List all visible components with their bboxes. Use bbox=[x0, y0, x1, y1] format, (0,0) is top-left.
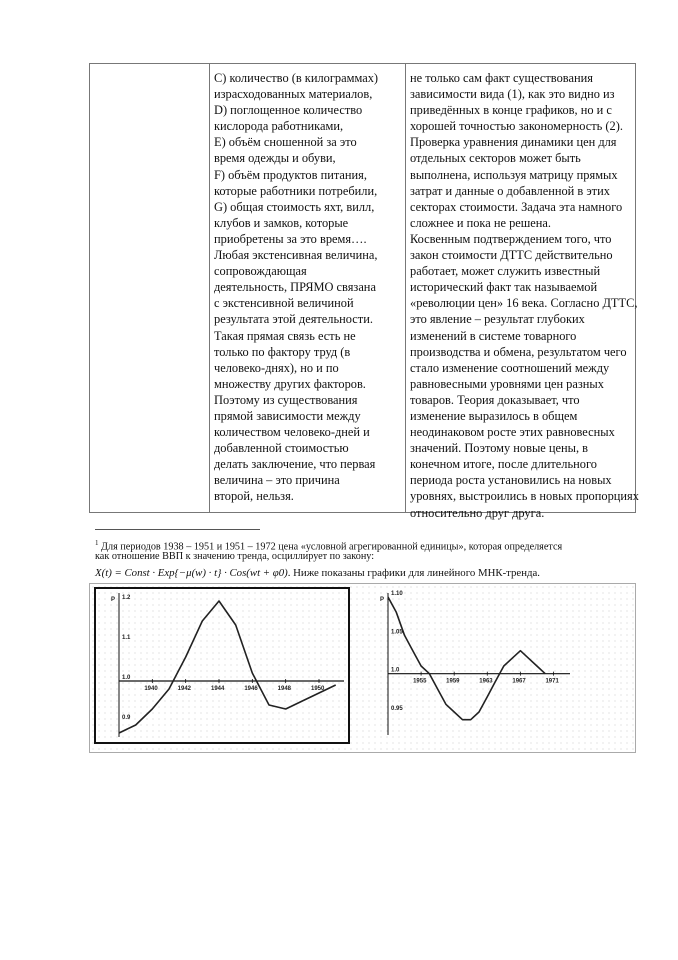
table-text-line: периода роста установились на новых bbox=[410, 473, 612, 488]
formula-trailing-text: . Ниже показаны графики для линейного МНК-тренда. bbox=[287, 567, 540, 579]
table-text-line: это явление – результат глубоких bbox=[410, 312, 585, 327]
x-tick-label: 1946 bbox=[244, 686, 258, 692]
x-tick-label: 1967 bbox=[512, 678, 526, 685]
table-text-line: F) объём продуктов питания, bbox=[214, 167, 367, 182]
chart-frame bbox=[95, 588, 349, 743]
table-text-line: человеко-днях), но и по bbox=[214, 360, 339, 375]
table-text-line: с экстенсивной величиной bbox=[214, 296, 354, 311]
y-tick-label: 1.1 bbox=[122, 635, 131, 641]
table-text-line: время одежды и обуви, bbox=[214, 151, 336, 166]
table-text-line: закон стоимости ДТТС действительно bbox=[410, 248, 613, 263]
table-column-right bbox=[410, 70, 639, 521]
table-text-line: относительно друг друга. bbox=[410, 505, 545, 520]
table-divider-1 bbox=[209, 64, 210, 512]
table-text-line: товаров. Теория доказывает, что bbox=[410, 392, 580, 407]
table-text-line: добавленной стоимостью bbox=[214, 441, 349, 456]
table-text-line: E) объём сношенной за это bbox=[214, 135, 357, 150]
table-text-line: Проверка уравнения динамики цен для bbox=[410, 135, 617, 150]
table-text-line: которые работники потребили, bbox=[214, 183, 378, 198]
table-text-line: неодинаковом росте этих равновесных bbox=[410, 425, 615, 440]
table-text-line: результата этой деятельности. bbox=[214, 312, 373, 327]
charts-panel bbox=[89, 583, 636, 753]
table-text-line: «революции цен» 16 века. Согласно ДТТС, bbox=[410, 296, 638, 311]
table-text-line: D) поглощенное количество bbox=[214, 103, 363, 118]
chart-1-svg bbox=[94, 587, 354, 747]
x-tick-label: 1950 bbox=[311, 686, 325, 692]
oscillation-formula: X(t) = Const · Exp{−μ(w) · t} · Cos(wt + φ0) bbox=[95, 567, 288, 579]
table-text-line: секторах стоимости. Задача эта намного bbox=[410, 199, 623, 214]
table-text-line: G) общая стоимость яхт, вилл, bbox=[214, 199, 375, 214]
table-text-line: Любая экстенсивная величина, bbox=[214, 248, 378, 263]
table-text-line: затрат и данные о добавленной в этих bbox=[410, 183, 610, 198]
x-tick-label: 1971 bbox=[545, 678, 559, 685]
table-text-line: Косвенным подтверждением того, что bbox=[410, 231, 612, 246]
price-oscillation-chart-1938-1951 bbox=[94, 587, 354, 747]
table-column-middle bbox=[214, 70, 378, 505]
table-text-line: равновесными уровнями цен разных bbox=[410, 376, 604, 391]
y-tick-label: 1.0 bbox=[391, 667, 400, 674]
table-text-line: деятельность, ПРЯМО связана bbox=[214, 280, 376, 295]
table-text-line: зависимости вида (1), как это видно из bbox=[410, 87, 615, 102]
table-text-line: отдельных секторов может быть bbox=[410, 151, 581, 166]
footnote-marker: 1 bbox=[95, 539, 99, 547]
table-text-line: хорошей точностью закономерность (2). bbox=[410, 119, 623, 134]
table-text-line: приобретены за это время…. bbox=[214, 231, 367, 246]
y-tick-label: 0.9 bbox=[122, 715, 131, 721]
table-text-line: сложнее и пока не решена. bbox=[410, 215, 552, 230]
table-text-line: уровнях, выстроились в новых пропорциях bbox=[410, 489, 639, 504]
content-table bbox=[89, 63, 639, 520]
chart-group bbox=[95, 588, 349, 743]
table-text-line: только по фактору труд (в bbox=[214, 344, 351, 359]
y-tick-label: 1.10 bbox=[391, 591, 403, 597]
table-text-line: производства и обмена, результатом чего bbox=[410, 344, 627, 359]
table-text-line: делать заключение, что первая bbox=[214, 457, 376, 472]
table-text-line: величина – это причина bbox=[214, 473, 340, 488]
table-text-line: стало изменение соотношений между bbox=[410, 360, 610, 375]
footnote-formula-line bbox=[95, 567, 540, 579]
x-tick-label: 1963 bbox=[479, 678, 493, 685]
table-divider-2 bbox=[405, 64, 406, 512]
table-text-line: исторический факт так называемой bbox=[410, 280, 598, 295]
y-tick-label: 1.05 bbox=[391, 629, 403, 636]
price-oscillation-chart-1951-1972 bbox=[380, 587, 580, 747]
table-text-line: значений. Поэтому новые цены, в bbox=[410, 441, 589, 456]
series-line bbox=[388, 597, 545, 720]
x-tick-label: 1955 bbox=[413, 678, 427, 685]
x-tick-label: 1942 bbox=[177, 686, 192, 692]
table-text-line: работает, может служить известный bbox=[410, 264, 601, 279]
axis-label-p: P bbox=[380, 597, 385, 603]
table-text-line: прямой зависимости между bbox=[214, 408, 361, 423]
x-tick-label: 1944 bbox=[211, 686, 225, 692]
table-text-line: израсходованных материалов, bbox=[214, 87, 373, 102]
footnote-text-1: Для периодов 1938 – 1951 и 1951 – 1972 цена «условной агрегированной единицы», которая определяется bbox=[98, 541, 563, 553]
table-text-line: кислорода работниками, bbox=[214, 119, 344, 134]
table-text-line: конечном итоге, после длительного bbox=[410, 457, 597, 472]
table-text-line: изменение выразилось в общем bbox=[410, 408, 578, 423]
table-text-line: множеству других факторов. bbox=[214, 376, 366, 391]
table-text-line: C) количество (в килограммах) bbox=[214, 71, 379, 85]
x-tick-label: 1940 bbox=[144, 686, 158, 692]
chart-2-svg bbox=[380, 587, 580, 747]
table-text-line: изменений в системе товарного bbox=[410, 328, 577, 343]
axis-label-p: P bbox=[111, 597, 116, 603]
table-text-line: второй, нельзя. bbox=[214, 489, 294, 504]
table-text-line: выполнена, используя матрицу прямых bbox=[410, 167, 618, 182]
x-tick-label: 1948 bbox=[277, 686, 292, 692]
table-text-line: количеством человеко-дней и bbox=[214, 425, 370, 440]
chart-group bbox=[380, 591, 570, 735]
table-text-line: приведённых в конце графиков, но и с bbox=[410, 103, 612, 118]
table-text-line: сопровождающая bbox=[214, 264, 307, 279]
footnote-line-2: как отношение ВВП к значению тренда, осциллирует по закону: bbox=[95, 551, 375, 562]
table-text-line: клубов и замков, которые bbox=[214, 215, 349, 230]
table-text-line: Такая прямая связь есть не bbox=[214, 328, 356, 343]
series-line bbox=[119, 601, 336, 733]
footnote-separator bbox=[95, 529, 260, 530]
table-text-line: не только сам факт существования bbox=[410, 71, 593, 85]
y-tick-label: 1.0 bbox=[122, 675, 131, 681]
y-tick-label: 0.95 bbox=[391, 706, 403, 712]
y-tick-label: 1.2 bbox=[122, 595, 131, 601]
x-tick-label: 1959 bbox=[446, 678, 460, 685]
table-text-line: Поэтому из существования bbox=[214, 392, 358, 407]
